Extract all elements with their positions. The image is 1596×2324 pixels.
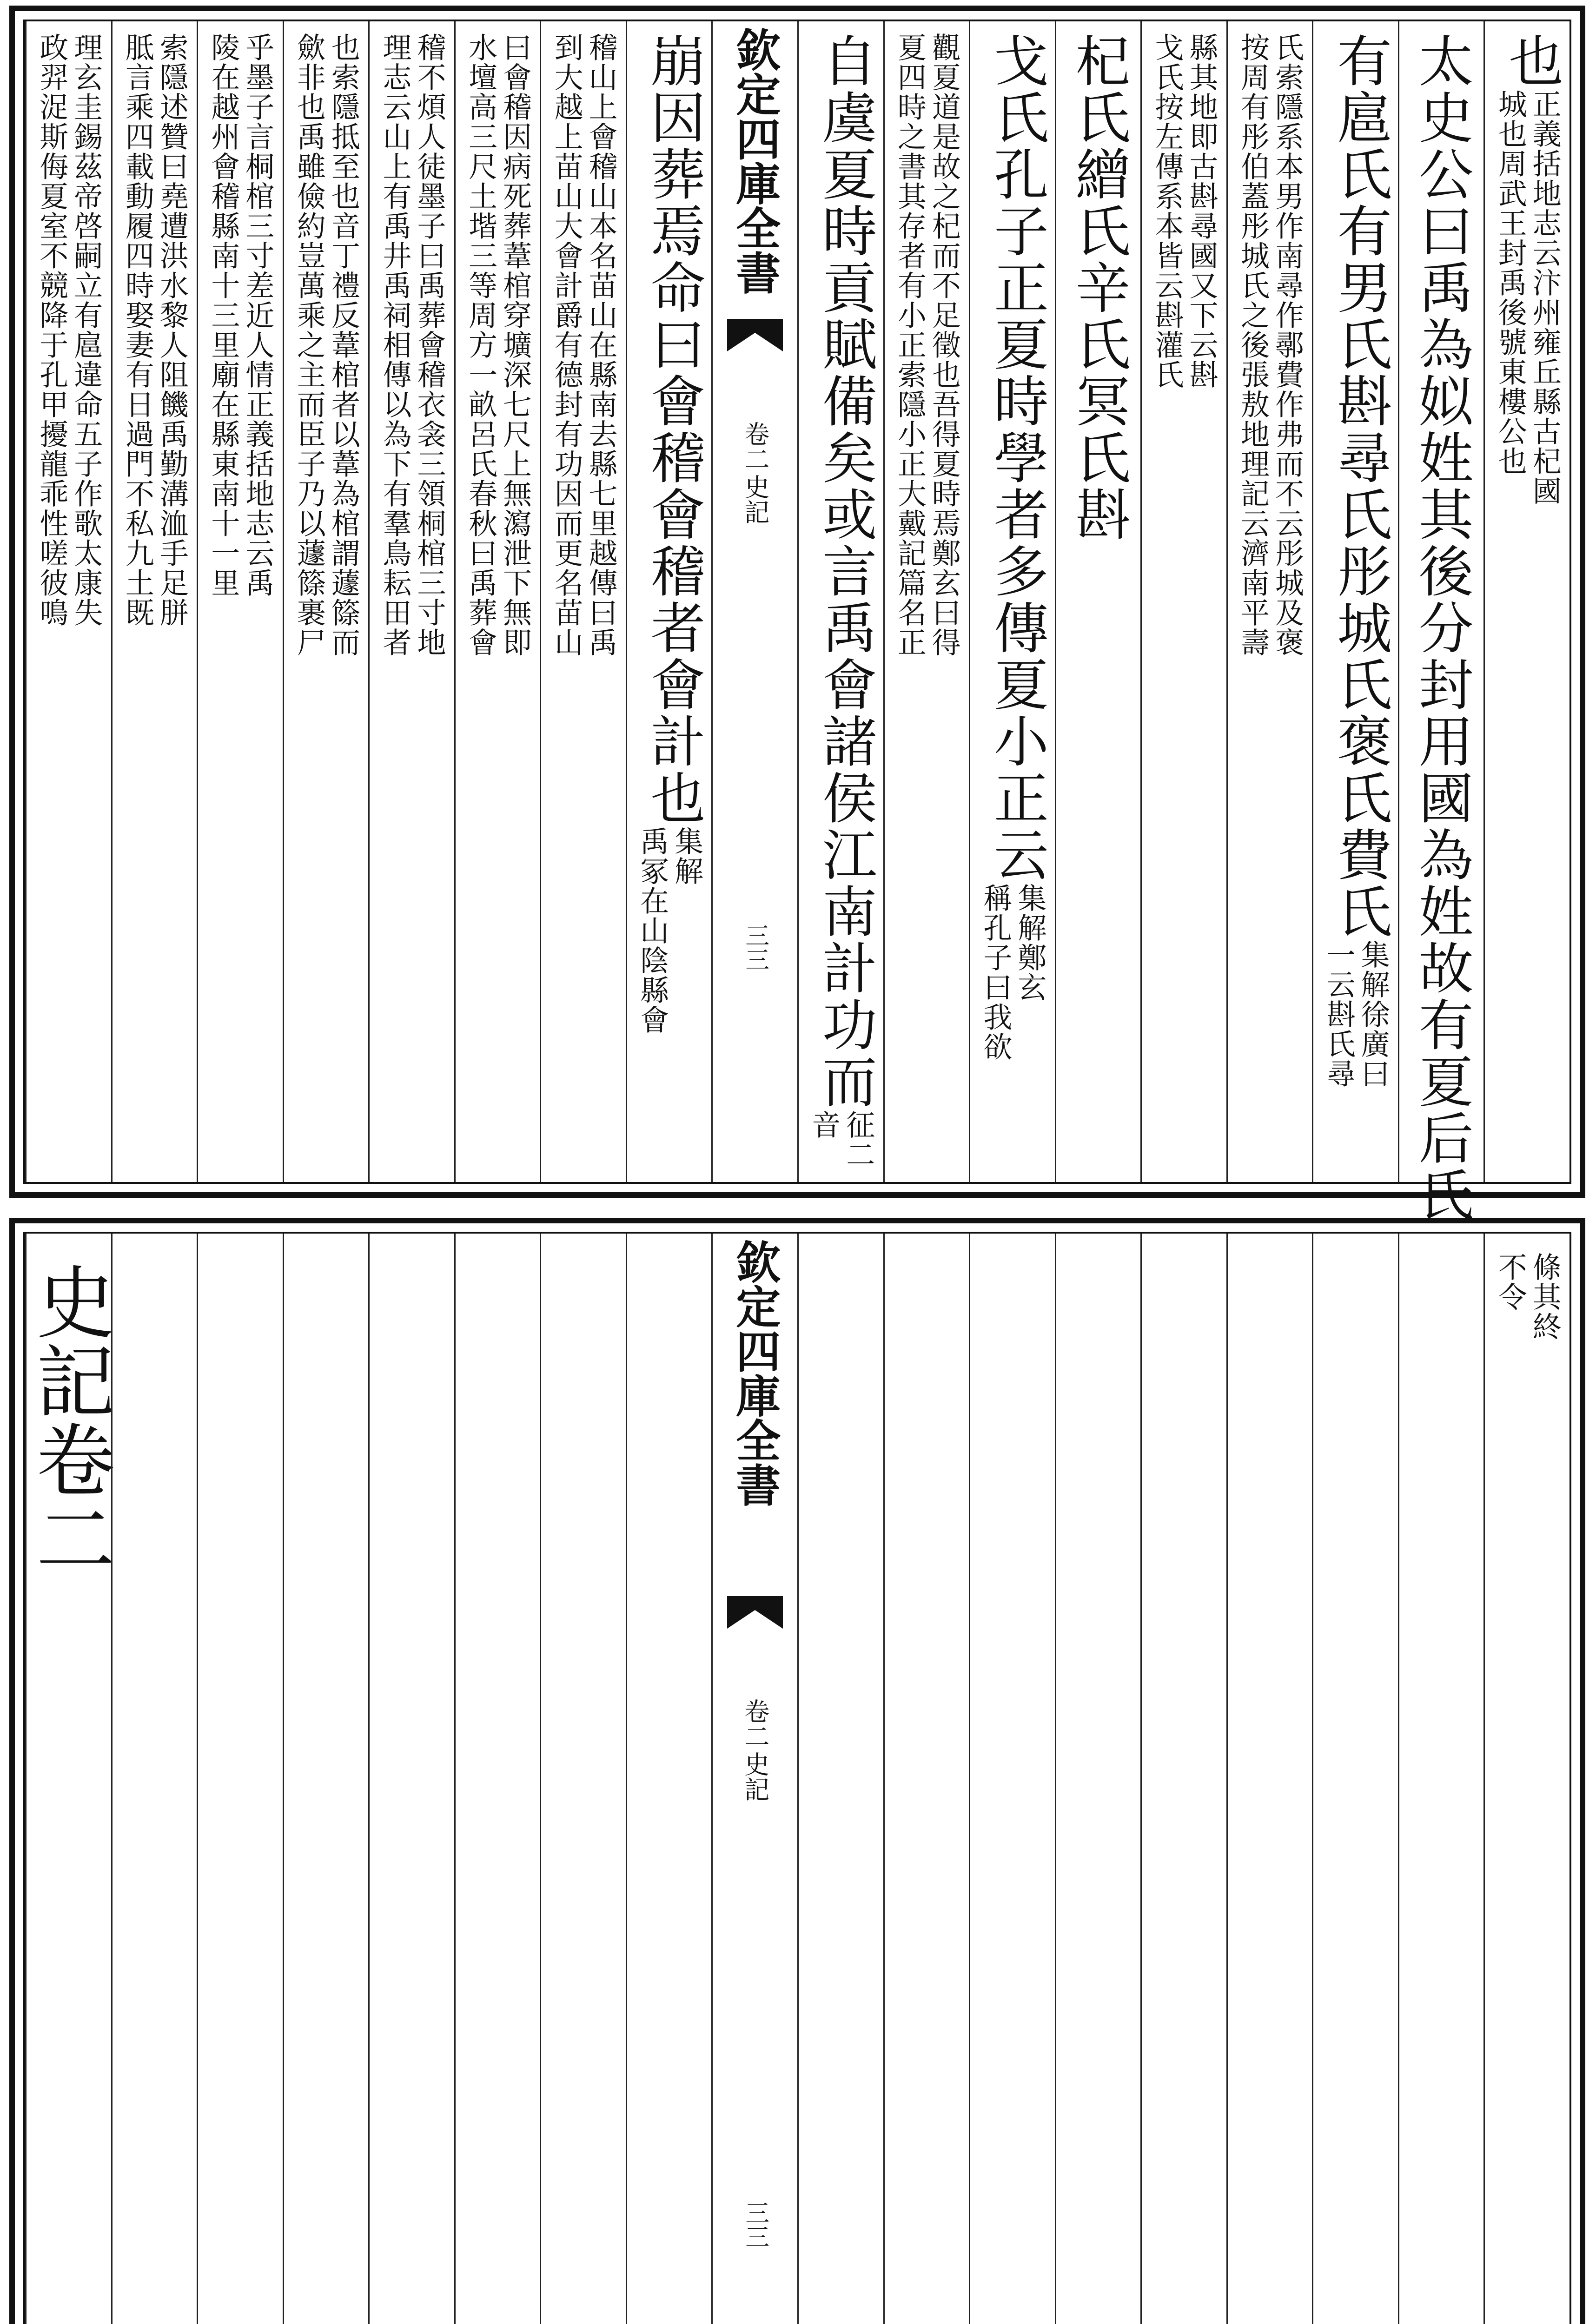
column-content <box>550 21 618 1182</box>
column-content <box>1066 21 1131 1182</box>
empty-column <box>540 1234 626 2324</box>
text-column <box>197 21 283 1182</box>
empty-column <box>283 1234 369 2324</box>
main-text: 也 <box>1499 33 1564 89</box>
side-label-1: 史記 <box>740 1751 770 1802</box>
volume-end-column <box>22 1234 115 2324</box>
commentary-line: 夏四時之書其存者有小正索隱小正大戴記篇名正 <box>893 33 927 657</box>
commentary-line: 曰會稽因病死葬葦棺穿壙深七尺上無瀉泄下無即 <box>498 33 532 657</box>
commentary-pair <box>1150 33 1219 390</box>
commentary-line: 陵在越州會稽縣南十三里廟在縣東南十一里 <box>206 33 240 598</box>
main-text: 有扈氏有男氏斟尋氏彤城氏褒氏費氏 <box>1328 33 1392 940</box>
bottom-page <box>9 1218 1585 2324</box>
empty-column <box>111 1234 197 2324</box>
main-text: 太史公曰禹為姒姓其後分封用國為姓故有夏后氏 <box>1409 33 1474 1223</box>
commentary-line: 到大越上苗山大會計爵有德封有功因而更名苗山 <box>550 33 584 657</box>
column-content <box>1150 21 1219 1182</box>
closing-notes-column <box>1483 1234 1570 2324</box>
text-column <box>111 21 197 1182</box>
commentary-line: 政羿浞斯侮夏室不競降于孔甲擾龍乖性嗟彼鳴 <box>34 33 69 627</box>
text-column <box>969 21 1055 1182</box>
column-content <box>206 21 275 1182</box>
empty-column <box>454 1234 540 2324</box>
commentary-line: 音 <box>807 1110 841 1140</box>
commentary-pair <box>206 33 275 598</box>
column-content <box>1493 21 1564 1182</box>
text-column <box>1140 21 1226 1182</box>
commentary-line: 歛非也禹雖儉約豈萬乘之主而臣子乃以蘧篨裹尸 <box>292 33 326 657</box>
empty-column <box>969 1234 1055 2324</box>
column-content <box>635 21 706 1182</box>
commentary-pair <box>120 33 189 627</box>
center-fold-column <box>711 21 797 1182</box>
commentary-line: 胝言乘四載動履四時娶妻有日過門不私九土既 <box>120 33 155 627</box>
commentary-pair <box>377 33 446 657</box>
text-column <box>25 21 111 1182</box>
commentary-line: 理玄圭錫茲帝啓嗣立有扈違命五子作歌太康失 <box>69 33 103 627</box>
text-column <box>797 21 883 1182</box>
commentary-pair <box>1493 89 1562 506</box>
column-content <box>377 21 446 1182</box>
commentary-line: 乎墨子言桐棺三寸差近人情正義括地志云禹 <box>240 33 275 598</box>
text-column <box>283 21 369 1182</box>
commentary-line: 征二 <box>841 1110 875 1169</box>
commentary-line: 一云斟氏尋 <box>1322 940 1356 1089</box>
text-column <box>1312 21 1398 1182</box>
commentary-pair <box>809 1110 873 1169</box>
commentary-line: 稽山上會稽山本名苗山在縣南去縣七里越傳曰禹 <box>584 33 618 657</box>
empty-column <box>626 1234 712 2324</box>
empty-column <box>1398 1234 1484 2324</box>
commentary-pair <box>1322 940 1391 1089</box>
commentary-line: 水壇高三尺土堦三等周方一畝呂氏春秋曰禹葬會 <box>464 33 498 657</box>
main-text: 自虞夏時貢賦備矣或言禹會諸侯江南計功而 <box>813 33 877 1110</box>
commentary-pair <box>466 33 530 657</box>
commentary-pair <box>893 33 961 657</box>
commentary-pair <box>292 33 361 657</box>
commentary-pair <box>1493 1234 1562 2324</box>
center-header: 欽定四庫全書 <box>728 1239 781 1507</box>
main-text: 崩因葬焉命曰會稽會稽者會計也 <box>641 33 706 826</box>
empty-column <box>883 1234 969 2324</box>
commentary-pair <box>978 883 1047 1062</box>
commentary-pair <box>550 33 618 657</box>
commentary-line: 不令 <box>1493 1252 1528 1312</box>
column-content <box>120 21 189 1182</box>
fish-tail-mark <box>727 1596 783 1629</box>
commentary-line: 集解 <box>669 826 704 886</box>
fish-tail-mark <box>727 319 783 351</box>
commentary-line: 觀夏道是故之杞而不足徵也吾得夏時焉鄭玄曰得 <box>927 33 961 657</box>
text-column <box>368 21 454 1182</box>
side-label-2: 卷二 <box>740 421 770 471</box>
commentary-line: 氏索隱系本男作南尋作鄩費作弗而不云彤城及褒 <box>1270 33 1305 657</box>
commentary-line: 也索隱抵至也音丁禮反葦棺者以葦為棺謂蘧篨而 <box>326 33 361 657</box>
text-column <box>1483 21 1570 1182</box>
side-label-1: 史記 <box>740 474 770 524</box>
center-side-label <box>737 421 773 524</box>
column-content <box>34 21 103 1182</box>
text-column <box>1055 21 1141 1182</box>
folio-number: 三三 <box>741 2200 769 2249</box>
bottom-page-frame <box>23 1232 1571 2324</box>
empty-column <box>368 1234 454 2324</box>
empty-column <box>1055 1234 1141 2324</box>
column-content <box>1409 21 1474 1223</box>
column-content <box>893 21 961 1182</box>
column-content <box>978 21 1049 1182</box>
empty-column <box>1140 1234 1226 2324</box>
top-columns <box>25 21 1570 1223</box>
commentary-line: 集解徐廣曰 <box>1356 940 1391 1089</box>
empty-column <box>797 1234 883 2324</box>
commentary-line: 正義括地志云汴州雍丘縣古杞國 <box>1528 89 1562 506</box>
column-content <box>1322 21 1392 1182</box>
text-column <box>454 21 540 1182</box>
bottom-columns <box>22 1234 1570 2324</box>
commentary-pair <box>635 826 704 1035</box>
commentary-line: 稽不煩人徒墨子曰禹葬會稽衣衾三領桐棺三寸地 <box>412 33 446 657</box>
empty-column <box>1226 1234 1312 2324</box>
commentary-line: 按周有彤伯蓋彤城氏之後張敖地理記云濟南平壽 <box>1236 33 1270 657</box>
empty-column <box>1312 1234 1398 2324</box>
text-column <box>626 21 712 1182</box>
commentary-line: 城也周武王封禹後號東樓公也 <box>1493 89 1528 476</box>
commentary-line: 理志云山上有禹井禹祠相傳以為下有羣鳥耘田者 <box>377 33 412 657</box>
column-content <box>807 21 877 1182</box>
empty-column <box>197 1234 283 2324</box>
commentary-line: 條其終 <box>1528 1252 1562 1341</box>
volume-end-title: 史記卷二 <box>22 1261 115 1578</box>
commentary-line: 戈氏按左傳系本皆云斟灌氏 <box>1150 33 1184 390</box>
side-label-2: 卷二 <box>740 1698 770 1749</box>
commentary-line: 禹冢在山陰縣會 <box>635 826 669 1035</box>
top-page <box>9 6 1585 1223</box>
column-content <box>1236 21 1305 1182</box>
top-page-frame <box>23 20 1571 1223</box>
commentary-line: 集解鄭玄 <box>1013 883 1047 1002</box>
commentary-pair <box>1236 33 1305 657</box>
center-header: 欽定四庫全書 <box>728 27 781 295</box>
text-column <box>883 21 969 1182</box>
column-content <box>292 21 361 1182</box>
center-side-label <box>737 1698 773 1802</box>
text-column <box>1398 21 1484 1223</box>
text-column <box>1226 21 1312 1182</box>
commentary-line: 稱孔子曰我欲 <box>978 883 1013 1062</box>
column-content <box>466 21 530 1182</box>
commentary-line: 縣其地即古斟尋國又下云斟 <box>1184 33 1219 390</box>
center-fold-column <box>711 1234 797 2324</box>
commentary-pair <box>34 33 103 627</box>
main-text: 杞氏繒氏辛氏冥氏斟 <box>1066 33 1131 543</box>
main-text: 戈氏孔子正夏時學者多傳夏小正云 <box>984 33 1049 883</box>
commentary-line: 索隱述贊曰堯遭洪水黎人阻饑禹勤溝洫手足胼 <box>155 33 189 627</box>
text-column <box>540 21 626 1182</box>
folio-number: 三三 <box>741 923 769 971</box>
